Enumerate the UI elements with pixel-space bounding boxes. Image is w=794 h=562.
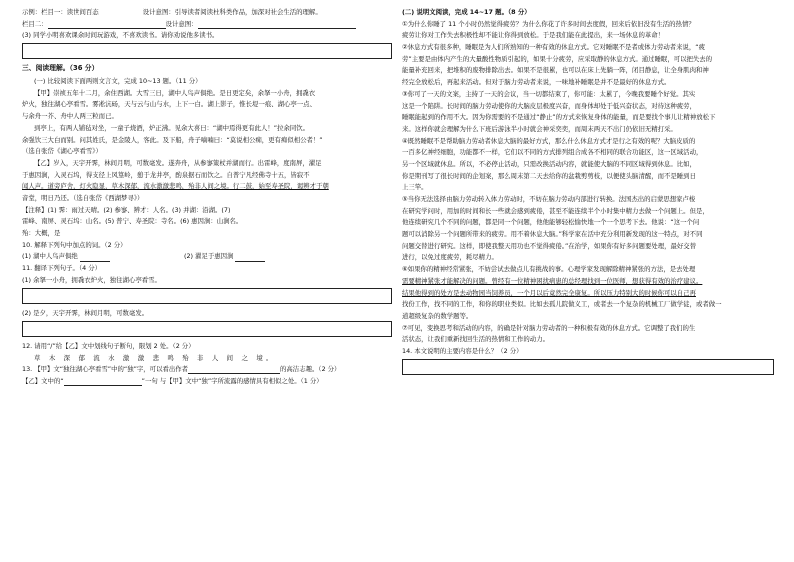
paragraph-line: 来。这样你就会理解为什么下班后游泳半小时就会神采奕奕，而周末两天不出门仍依旧无精打采。: [402, 124, 677, 133]
question-game: (3) 同学小明喜欢课余时间玩游戏，不喜欢读书。请你劝说他多读书。: [22, 31, 219, 40]
answer-box-11b[interactable]: [22, 321, 392, 337]
note-line: 殆：大概，是: [22, 229, 61, 238]
question-11a: (1) 余拏一小舟，拥毳衣炉火，独往湖心亭看雪。: [22, 275, 161, 284]
question-11b: (2) 是夕，天宇开霁，林间月明，可数毫发。: [22, 308, 149, 317]
design-intent-blank[interactable]: [198, 21, 356, 29]
paragraph-line: 他连续研究几个不同的问题，都是同一个问题，他他能够轻松愉快地一个一个思考下去。他说：“这一个问: [402, 218, 700, 227]
left-column: [22, 8, 392, 389]
paragraph-1: [402, 20, 774, 41]
paragraph-line: ⑤当你无法选择由脑力劳动转入体力劳动时，不妨在脑力劳动内部进行转换。法国杰出的启蒙思想家卢梭: [402, 195, 696, 203]
paragraph-line: 你是期刊写了很长时间的企划案，那么周末第二天去给你的盆栽剪剪枝，以便使头脑清醒，而不是睡到日: [402, 171, 696, 180]
note-line: 【注释】(1) 霁：雨过天晴。(2) 参寥、辨才：人名。(3) 并湖：沿湖。(7): [22, 205, 231, 214]
passage-line: 【甲】崇祯五年十二月，余住西湖。大雪三日，湖中人鸟声俱绝。是日更定矣，余拏一小舟，拥毳衣: [34, 88, 316, 97]
paragraph-line: 疲劳让你对工作失去积极性却不能让你得到放松。于是我们能在此提出，来一场休息的革命！: [402, 31, 665, 40]
note-line: 雷峰、南屏、灵石坞：山名。(5) 普宁、寿圣院：寺名。(6) 惠因涧：山涧名。: [22, 217, 243, 226]
paragraph-line: 劳”主要是由体内产生的大量酸性物质引起的，如果十分疲劳，应采取静的休息方式。通过睡眠，可以把失去的: [402, 54, 713, 63]
answer-blank-10a[interactable]: [80, 254, 110, 262]
sub-section-1-title: (一) 比较阅读下面两则文言文，完成 10~13 题。（11 分）: [34, 77, 202, 86]
paragraph-line: 道超级复杂的数学题等。: [402, 311, 473, 320]
question-13-line1: 13. 【甲】文“独往湖心亭看雪”中的“独”字，可以看出作者 的高洁志趣。（2 分）: [22, 365, 341, 374]
passage-line: 与余舟一芥、舟中人两三粒而已。: [22, 112, 118, 121]
paragraph-line: ④既然睡眠不是帮助脑力劳动者休息大脑的最好方式，那么什么休息方式才是行之有效的呢？大脑皮质的: [402, 136, 696, 145]
paragraph-line: 题可以消除另一个问题所带来的疲劳。用不着休息大脑。”科学家在活中充分利用新发现的这一特点，对不同: [402, 230, 703, 239]
paragraph-line: 睡眠能起到的作用不大。因为你需要的不是通过“静止”的方式来恢复身体的能量，而是要找个事儿让精神放松下: [402, 113, 716, 122]
paragraph-line-underlined: 结果他得到的处方是去动物园当饲养员，一个月以后竟然完全康复。所以压力特别大的时候你可以自己再: [402, 288, 696, 297]
answer-box-game[interactable]: [22, 43, 392, 59]
passage-line: 【乙】岁入，天宇开霁，林间月明，可数毫发。遂奔舟，从参寥策杖并湖而行。出雷峰，度南屏，濯足: [34, 158, 322, 167]
paragraph-3: [402, 90, 774, 134]
paragraph-line: ①为什么你睡了 11 个小时仍然觉得疲劳？为什么你花了许多时间去度假，回来后依旧没有生活的热情？: [402, 19, 695, 28]
paragraph-line: 活状态，让我们重新找回生活的热情和工作的动力。: [402, 335, 549, 344]
question-10: 10. 解释下列句中加点的词。（2 分）: [22, 240, 127, 249]
paragraph-6: [402, 265, 774, 321]
passage-line: 到亭上，有两人铺毡对坐，一童子烧酒，炉正沸。见余大喜曰：“湖中焉得更有此人！”拉余同饮。: [34, 123, 310, 132]
paragraph-line: ⑦可见，变换思考和活动的内容，的确是针对脑力劳动者的一种积极有效的休息方式。它调整了我们的生: [402, 323, 696, 332]
paragraph-line: 上三竿。: [402, 183, 428, 192]
paragraph-line: ⑥如果你的精神经常紧张，不妨尝试去做点儿有挑战的事。心理学家发现解除精神紧张的方法，是去处理: [402, 265, 696, 274]
paragraph-line-underlined: 需要精神紧张才能解决的问题。曾经有一位精神困扰病患的总经理找到一位医师，想获得有效的治疗建议。: [402, 276, 703, 285]
paragraph-2: [402, 43, 774, 87]
paragraph-4: [402, 137, 774, 193]
answer-blank-13a[interactable]: [188, 366, 280, 374]
right-column: [402, 8, 774, 380]
paragraph-line: 进行，以免过度疲劳，耗尽精力。: [402, 253, 498, 262]
paragraph-line: 找份工作，找不同的工作，和你的职业类似。比如去孤儿院做义工，或者去一个复杂的机械工厂做学徒，或者做一: [402, 300, 722, 309]
passage-source: （选自张岱《湖心亭看雪》）: [22, 147, 102, 156]
paragraph-line: 问题交替进行研究。这样，即使我整天用功也不觉得疲倦。”在治学，如果你有好多问题要处理，最好交替: [402, 241, 697, 250]
question-11: 11. 翻译下列句子。（4 分）: [22, 264, 101, 273]
paragraph-line: 在研究学问时，用加的时间和长一些就会感到疲倦，甚至不能连续半个小时集中精力去做一个问题上。但是，: [402, 206, 709, 215]
question-13-line2: 【乙】文中的“ ”一句 与【甲】文中“独”字所流露的感情具有相似之处。（1 分）: [22, 377, 323, 386]
paragraph-line: 另一个区域就休息。所以，不必停止活动，只需改换活动内容，就能使大脑的不同区域得到休息。比如，: [402, 159, 696, 168]
paragraph-line: 一百多亿神经细胞，功能都不一样，它们以不同的方式排列组合成各不相同的联合功能区，这一区域活动，: [402, 148, 703, 157]
paragraph-line: ③你可了一天的文案，主持了一天的会议，当一切都结束了，你可能：太累了，今晚我要睡个好觉。其实: [402, 89, 696, 98]
answer-box-11a[interactable]: [22, 288, 392, 304]
paragraph-line: 经完全放松后，再起来活动。但对于脑力劳动者来说，一味地补睡眠是并不是最好的休息方式。: [402, 78, 671, 87]
paragraph-line: 这是一个陷阱。长时间的脑力劳动使你的大脑皮层极度兴奋，而身体却处于低兴奋状态，对待这种疲劳，: [402, 101, 696, 110]
answer-box-14[interactable]: [402, 359, 774, 375]
section-3-title: 三、阅读理解。（36 分）: [22, 64, 99, 73]
column-two-blank[interactable]: [48, 21, 166, 29]
sub-section-2-title: (二) 说明文阅读，完成 14~17 题。（8 分）: [402, 8, 531, 16]
paragraph-7: [402, 324, 774, 345]
passage-line: 炉火，独往湖心亭看雪。雾凇沆砀，天与云与山与水，上下一白。湖上影子，惟长堤一痕、湖心亭一点、: [22, 100, 316, 109]
paragraph-line: ②休息方式有很多种，睡眠是为人们所熟知的一种有效的休息方式。它对睡眠不是者或体力劳动者来说，“疲: [402, 43, 706, 52]
passage-line: 余强饮三大白而别。问其姓氏，是金陵人，客此。及下船，舟子喃喃曰：“莫说相公痴，更有痴似相公者！”: [22, 135, 323, 144]
paragraph-5: [402, 195, 774, 263]
question-10-items: (1) 湖中人鸟声俱绝 (2) 濯足于惠因涧: [22, 252, 392, 261]
passage-line: 音堂，明日乃还。（选自张岱《西湖梦寻》）: [22, 193, 144, 202]
answer-blank-10b[interactable]: [235, 254, 265, 262]
question-12: 12. 请用“/”给【乙】文中划线句子断句，限划 2 处。（2 分）: [22, 341, 195, 350]
notes: [22, 206, 392, 238]
question-12-sentence[interactable]: 草 木 深 郁 流 水 激 激 悲 鸣 殆 非 人 间 之 境。: [34, 353, 276, 362]
answer-blank-13b[interactable]: [64, 378, 142, 386]
passage-jia: [22, 89, 392, 157]
example-line: 示例：栏目一：读世间百态 设计意图：引导读者阅读杜科类作品，加深对社会生活的理解。: [22, 8, 322, 16]
column-two-line: 栏目二： 设计意图：: [22, 20, 392, 29]
passage-line-underlined: 闻人声。道旁庐舍，灯火隐显，草木深郁，流水激激悲鸣，殆非人间之境。行二鼓，始至寿圣院，谒辨才于朝: [22, 182, 329, 191]
passage-line: 于惠因涧，入灵石坞，得支径上风篁岭，憩于龙井亭，酌泉据石而饮之。自普宁凡经佛寺十五，皆寂不: [22, 170, 310, 179]
passage-yi: [22, 159, 392, 203]
question-14: 14. 本文说明的主要内容是什么？（2 分）: [402, 346, 523, 355]
paragraph-line: 能量补充回来，把堆积的废物排除出去。如果不是很累，也可以在床上先躺一阵，闭目静息，让全身肌肉和神: [402, 66, 709, 75]
